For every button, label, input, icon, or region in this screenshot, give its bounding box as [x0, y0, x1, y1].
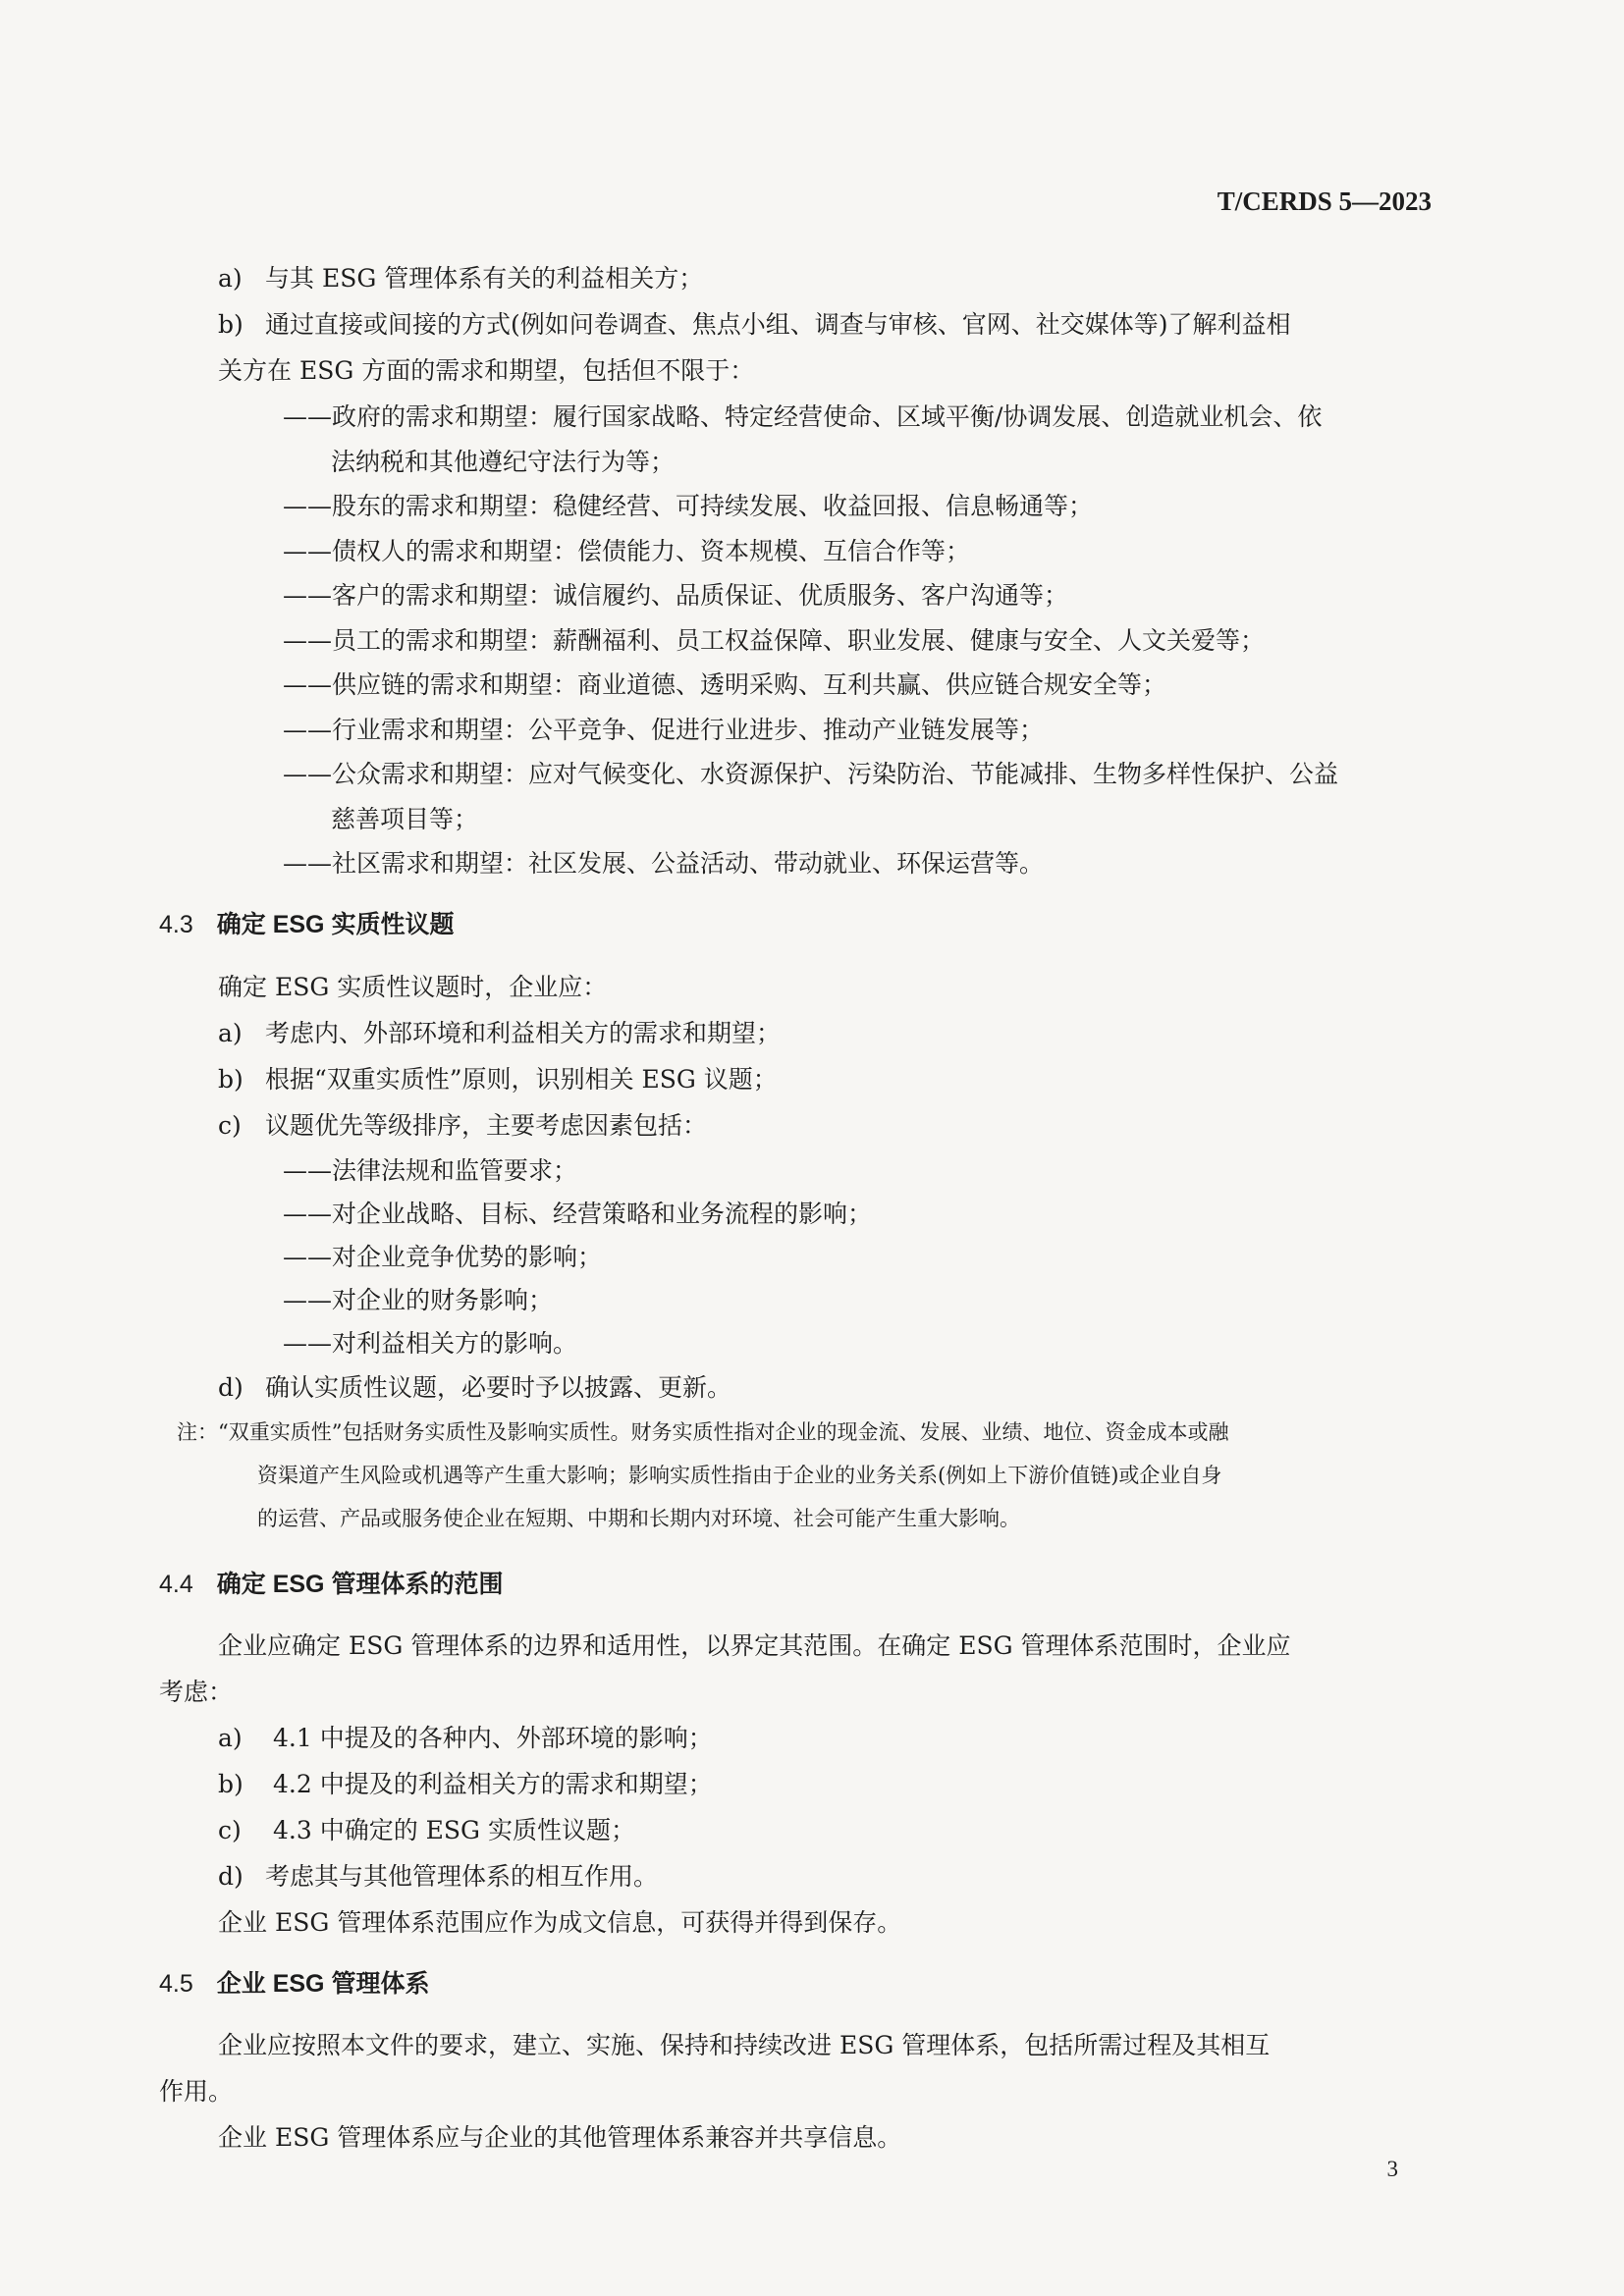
stakeholder-need-line: ——股东的需求和期望：稳健经营、可持续发展、收益回报、信息畅通等；: [283, 492, 1094, 520]
paragraph-line: 作用。: [159, 2077, 234, 2106]
note-line: 注：“双重实质性”包括财务实质性及影响实质性。财务实质性指对企业的现金流、发展、业绩、地位、资金成本或融: [177, 1420, 1229, 1444]
list-label: b): [218, 1065, 244, 1094]
stakeholder-need-line: ——债权人的需求和期望：偿债能力、资本规模、互信合作等；: [283, 536, 971, 565]
list-item: 考虑内、外部环境和利益相关方的需求和期望；: [265, 1019, 782, 1047]
section-title: 确定 ESG 管理体系的范围: [216, 1571, 504, 1598]
priority-factor: ——对企业的财务影响；: [283, 1286, 554, 1314]
stakeholder-need-line: ——公众需求和期望：应对气候变化、水资源保护、污染防治、节能减排、生物多样性保护、公益: [283, 760, 1339, 788]
list-label-a: a): [218, 264, 243, 293]
stakeholder-need-line: ——政府的需求和期望：履行国家战略、特定经营使命、区域平衡/协调发展、创造就业机会、依: [283, 402, 1323, 431]
list-item: 4.2 中提及的利益相关方的需求和期望；: [273, 1770, 713, 1798]
priority-factor: ——法律法规和监管要求；: [283, 1156, 578, 1185]
section-heading-4-5: [159, 1968, 429, 2000]
priority-factor: ——对企业竞争优势的影响；: [283, 1243, 603, 1271]
section-heading-4-4: [159, 1569, 503, 1600]
page-number: 3: [1386, 2157, 1398, 2181]
stakeholder-need-line: 慈善项目等；: [331, 804, 479, 833]
note-line: 资渠道产生风险或机遇等产生重大影响；影响实质性指由于企业的业务关系(例如上下游价值链)或企业自身: [257, 1464, 1222, 1487]
stakeholder-need-line: ——社区需求和期望：社区发展、公益活动、带动就业、环保运营等。: [283, 849, 1045, 878]
list-item: 确认实质性议题，必要时予以披露、更新。: [265, 1373, 732, 1402]
section-number: 4.3: [159, 911, 193, 938]
section-heading-4-3: [159, 909, 454, 940]
list-label: b): [218, 1770, 244, 1798]
list-label: c): [218, 1111, 242, 1140]
stakeholder-need-line: ——客户的需求和期望：诚信履约、品质保证、优质服务、客户沟通等；: [283, 581, 1069, 610]
list-label-b: b): [218, 310, 244, 339]
list-item: 议题优先等级排序，主要考虑因素包括：: [265, 1111, 708, 1140]
list-label: d): [218, 1862, 244, 1891]
priority-factor: ——对企业战略、目标、经营策略和业务流程的影响；: [283, 1200, 873, 1228]
stakeholder-need-line: ——行业需求和期望：公平竞争、促进行业进步、推动产业链发展等；: [283, 715, 1045, 744]
list-item: 考虑其与其他管理体系的相互作用。: [265, 1862, 659, 1891]
paragraph-line: 企业应确定 ESG 管理体系的边界和适用性，以界定其范围。在确定 ESG 管理体系范围时，企业应: [218, 1631, 1291, 1660]
section-number: 4.5: [159, 1970, 193, 1998]
stakeholder-need-line: ——供应链的需求和期望：商业道德、透明采购、互利共赢、供应链合规安全等；: [283, 670, 1167, 699]
list-item: 4.1 中提及的各种内、外部环境的影响；: [273, 1724, 713, 1752]
list-item-b-line2: 关方在 ESG 方面的需求和期望，包括但不限于：: [218, 356, 755, 385]
priority-factor: ——对利益相关方的影响。: [283, 1329, 578, 1358]
stakeholder-need-line: ——员工的需求和期望：薪酬福利、员工权益保障、职业发展、健康与安全、人文关爱等；: [283, 625, 1266, 655]
paragraph: 企业 ESG 管理体系应与企业的其他管理体系兼容并共享信息。: [218, 2123, 902, 2152]
list-item: 4.3 中确定的 ESG 实质性议题；: [273, 1816, 635, 1844]
list-item: 根据“双重实质性”原则，识别相关 ESG 议题；: [265, 1065, 778, 1094]
document-code: T/CERDS 5—2023: [1217, 187, 1432, 216]
paragraph-line: 企业应按照本文件的要求，建立、实施、保持和持续改进 ESG 管理体系，包括所需过程及其相互: [218, 2031, 1271, 2059]
list-label: a): [218, 1724, 243, 1752]
list-label: a): [218, 1019, 243, 1047]
stakeholder-need-line: 法纳税和其他遵纪守法行为等；: [331, 447, 676, 476]
list-label: d): [218, 1373, 244, 1402]
list-item-a: 与其 ESG 管理体系有关的利益相关方；: [265, 264, 704, 293]
list-item-b-line1: 通过直接或间接的方式(例如问卷调查、焦点小组、调查与审核、官网、社交媒体等)了解利益相: [265, 310, 1291, 339]
note-line: 的运营、产品或服务使企业在短期、中期和长期内对环境、社会可能产生重大影响。: [257, 1507, 1020, 1530]
paragraph-line: 考虑：: [159, 1678, 234, 1706]
paragraph: 企业 ESG 管理体系范围应作为成文信息，可获得并得到保存。: [218, 1908, 902, 1937]
list-label: c): [218, 1816, 242, 1844]
section-title: 确定 ESG 实质性议题: [216, 911, 455, 938]
section-title: 企业 ESG 管理体系: [216, 1970, 430, 1998]
section-number: 4.4: [159, 1571, 193, 1598]
paragraph: 确定 ESG 实质性议题时，企业应：: [218, 973, 608, 1001]
